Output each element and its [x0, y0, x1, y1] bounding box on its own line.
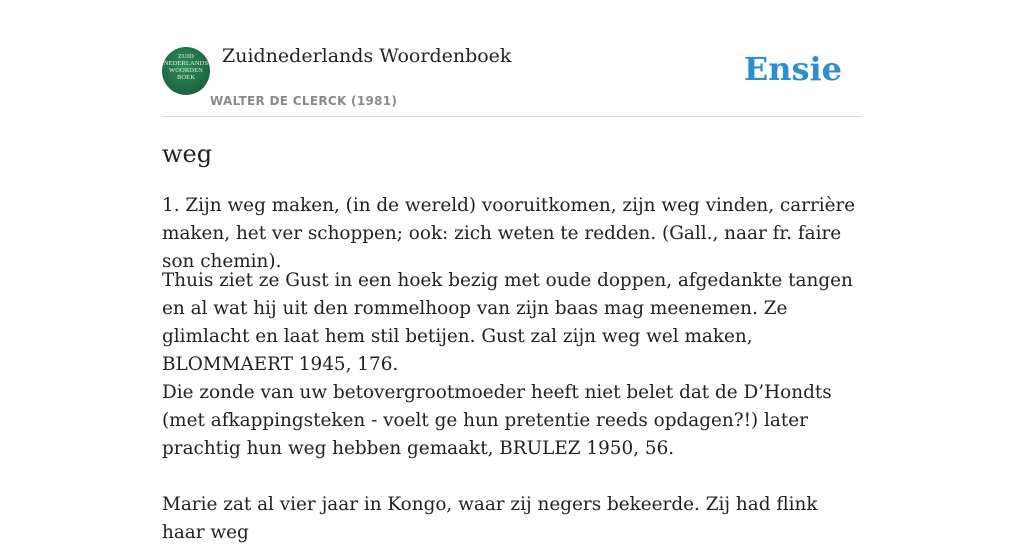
- logo-line: BOEK: [176, 74, 196, 81]
- logo-line: WOORDEN: [169, 67, 203, 74]
- logo-line: NEDERLANDS: [163, 60, 209, 67]
- citation-3: Marie zat al vier jaar in Kongo, waar zij negers bekeerde. Zij had flink haar weg: [162, 494, 818, 543]
- entry-headword: weg: [162, 140, 213, 168]
- dictionary-title[interactable]: Zuidnederlands Woordenboek: [222, 45, 512, 67]
- logo-line: ZUID: [178, 53, 194, 60]
- dictionary-author: WALTER DE CLERCK (1981): [210, 94, 398, 108]
- entry-definition: 1. Zijn weg maken, (in de wereld) vooruitkomen, zijn weg vinden, carrière maken, het ver schoppen; ook: zich weten te redden. (Gall., naar fr. faire son chemin).: [162, 195, 856, 272]
- dictionary-logo[interactable]: [162, 47, 210, 95]
- citation-2: Die zonde van uw betovergrootmoeder heeft niet belet dat de D’Hondts (met afkappingsteken - voelt ge hun pretentie reeds opdagen?!) later prachtig hun weg hebben gemaakt, BRULEZ 1950, 56.: [162, 382, 832, 459]
- ensie-brand-link[interactable]: Ensie: [743, 50, 842, 88]
- header: [162, 0, 862, 117]
- content-container: [162, 0, 862, 543]
- logo-lettering: [162, 53, 210, 81]
- citation-1: Thuis ziet ze Gust in een hoek bezig met oude doppen, afgedankte tangen en al wat hij uit den rommelhoop van zijn baas mag meenemen. Ze glimlacht en laat hem stil betijen. Gust zal zijn weg wel maken, BLOMMAERT 1945, 176.: [162, 270, 853, 375]
